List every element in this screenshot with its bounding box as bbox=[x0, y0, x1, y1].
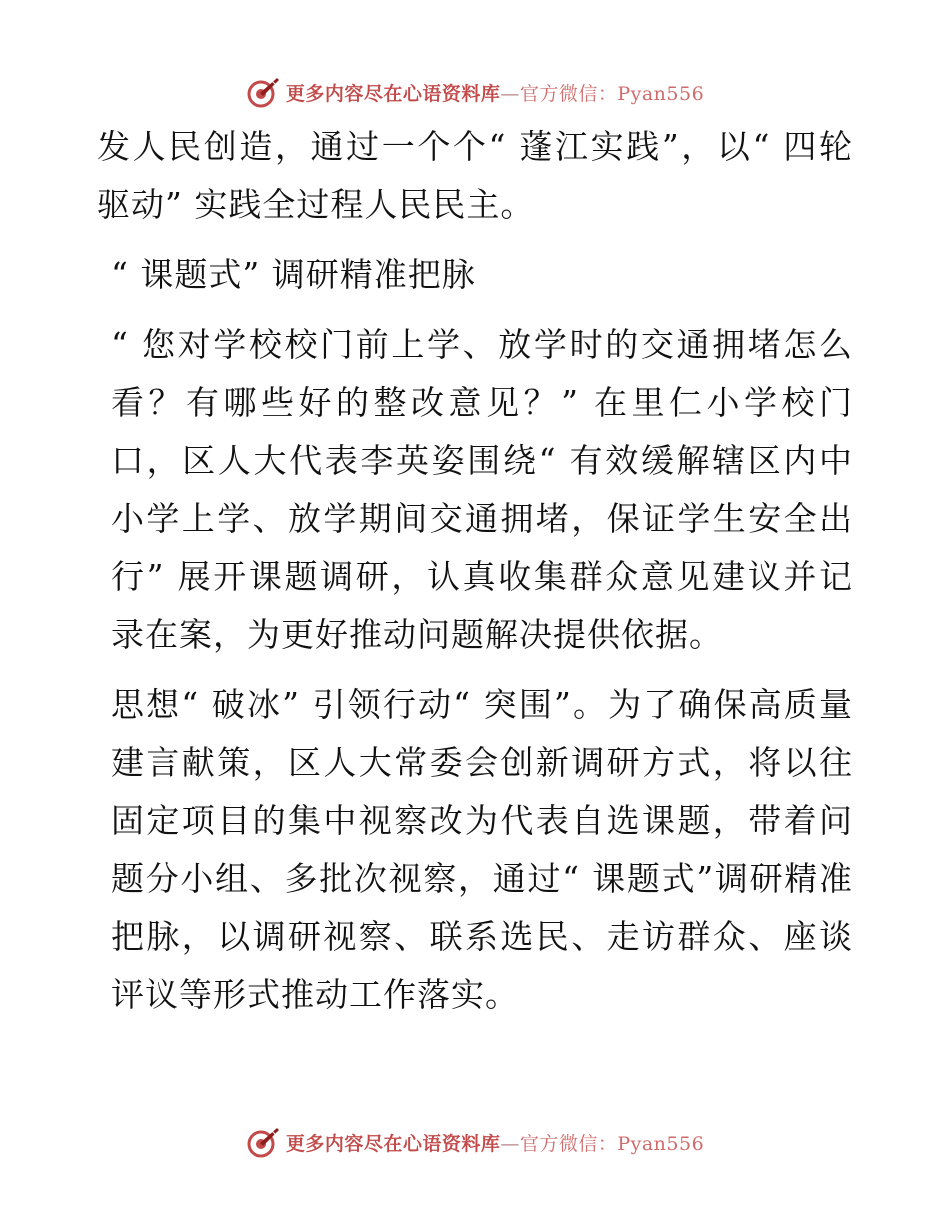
header-library-text: 更多内容尽在心语资料库 bbox=[285, 82, 501, 105]
header-separator: — bbox=[500, 82, 520, 105]
header-watermark-banner bbox=[0, 72, 950, 112]
paragraph-3: 思想“ 破冰” 引领行动“ 突围”。为了确保高质量建言献策，区人大常委会创新调研方式，将以往固定项目的集中视察改为代表自选课题，带着问题分小组、多批次视察，通过“ 课题式”调研精准把脉，以调研视察、联系选民、走访群众、座谈评议等形式推动工作落实。 bbox=[111, 685, 853, 1014]
header-banner-text bbox=[286, 79, 704, 106]
footer-wechat-text: 官方微信：Pyan556 bbox=[519, 1132, 705, 1155]
paragraph-2: “ 您对学校校门前上学、放学时的交通拥堵怎么看？有哪些好的整改意见？” 在里仁小学校门口，区人大代表李英姿围绕“ 有效缓解辖区内中小学上学、放学期间交通拥堵，保证学生安全出行” 展开课题调研，认真收集群众意见建议并记录在案，为更好推动问题解决提供依据。 bbox=[111, 325, 853, 654]
header-wechat-text: 官方微信：Pyan556 bbox=[519, 82, 705, 105]
footer-watermark-banner bbox=[0, 1122, 950, 1162]
pen-logo-icon bbox=[246, 1125, 280, 1159]
section-heading: “ 课题式” 调研精准把脉 bbox=[111, 255, 476, 294]
document-body bbox=[97, 118, 853, 1024]
footer-library-text: 更多内容尽在心语资料库 bbox=[285, 1132, 501, 1155]
paragraph-1: 发人民创造，通过一个个“ 蓬江实践”，以“ 四轮驱动” 实践全过程人民民主。 bbox=[97, 127, 853, 224]
pen-logo-icon bbox=[246, 75, 280, 109]
footer-banner-text bbox=[286, 1129, 704, 1156]
footer-separator: — bbox=[500, 1132, 520, 1155]
